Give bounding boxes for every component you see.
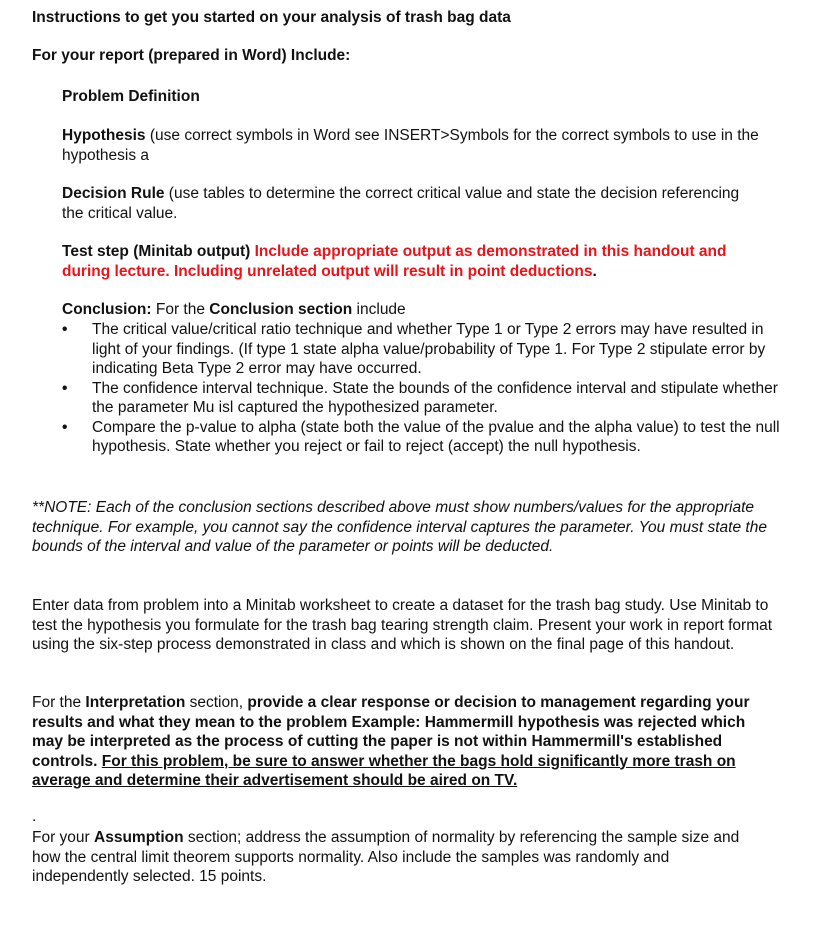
- document-title: Instructions to get you started on your analysis of trash bag data: [32, 9, 511, 26]
- problem-definition-heading: Problem Definition: [62, 88, 200, 105]
- test-step-period: .: [592, 262, 597, 280]
- test-step-label: Test step (Minitab output): [62, 243, 255, 260]
- interpretation-mid: section,: [185, 694, 248, 711]
- hypothesis-label: Hypothesis: [62, 127, 146, 144]
- conclusion-heading: [62, 300, 782, 320]
- assumption-text: section; address the assumption of normality by referencing the sample size and how the central limit theorem supports normality. Also include the samples was randomly and independently selected. 15 points.: [32, 829, 740, 885]
- assumption-pre: For your: [32, 829, 95, 846]
- assumption-label: Assumption: [94, 829, 184, 846]
- decision-rule-label: Decision Rule: [62, 185, 165, 202]
- conclusion-section-label: Conclusion section: [209, 301, 353, 318]
- note-paragraph: **NOTE: Each of the conclusion sections described above must show numbers/values for the appropriate technique. For example, you cannot say the confidence interval captures the parameter. You must state the bounds of the interval and value of the parameter or points will be deducted.: [32, 499, 767, 555]
- conclusion-label: Conclusion:: [62, 301, 152, 318]
- bullet-text: The critical value/critical ratio technique and whether Type 1 or Type 2 errors may have resulted in light of your findings. (If type 1 state alpha value/probability of Type 1. For Type 2 stipulate error by indicating Beta Type 2 error may have occurred.: [92, 321, 766, 377]
- decision-rule-text: (use tables to determine the correct critical value and state the decision referencing the critical value.: [62, 185, 740, 222]
- stray-dot: .: [32, 808, 37, 825]
- list-item: [62, 320, 782, 379]
- conclusion-text-2: include: [352, 301, 406, 318]
- hypothesis-text: (use correct symbols in Word see INSERT>Symbols for the correct symbols to use in the hypothesis a: [62, 127, 759, 164]
- bullet-text: The confidence interval technique. State the bounds of the confidence interval and stipulate whether the parameter Mu isl captured the hypothesized parameter.: [92, 379, 778, 416]
- test-step-paragraph: [62, 242, 777, 281]
- interpretation-paragraph: [32, 693, 777, 791]
- bullet-icon: •: [62, 321, 68, 338]
- interpretation-label: Interpretation: [85, 694, 186, 711]
- enter-data-paragraph: Enter data from problem into a Minitab worksheet to create a dataset for the trash bag study. Use Minitab to test the hypothesis you formulate for the trash bag tearing strength claim. Present your work in report format using the six-step process demonstrated in class and which is shown on the final page of this handout.: [32, 597, 773, 653]
- interpretation-bold-text: provide a clear response or decision to management regarding your results and what they mean to the problem Example: Hammermill hypothesis was rejected which may be interpreted as the process of cutting the paper is not within Hammermill's established controls.: [32, 694, 750, 770]
- list-item: [62, 379, 782, 418]
- hypothesis-paragraph: [62, 126, 762, 165]
- interpretation-underlined-text: For this problem, be sure to answer whether the bags hold significantly more trash on average and determine their advertisement should be aired on TV.: [32, 752, 736, 789]
- list-item: [62, 418, 782, 457]
- assumption-paragraph: [32, 828, 767, 887]
- report-heading: For your report (prepared in Word) Include:: [32, 47, 351, 64]
- conclusion-text-1: For the: [151, 301, 210, 318]
- interpretation-pre: For the: [32, 694, 86, 711]
- bullet-text: Compare the p-value to alpha (state both the value of the pvalue and the alpha value) to test the null hypothesis. State whether you reject or fail to reject (accept) the null hypothesis.: [92, 418, 780, 455]
- decision-rule-paragraph: [62, 184, 762, 223]
- conclusion-bullet-list: [62, 320, 782, 457]
- bullet-icon: •: [62, 418, 68, 436]
- test-step-warning: Include appropriate output as demonstrated in this handout and during lecture. Including unrelated output will result in point deductions: [62, 243, 727, 280]
- bullet-icon: •: [62, 379, 68, 397]
